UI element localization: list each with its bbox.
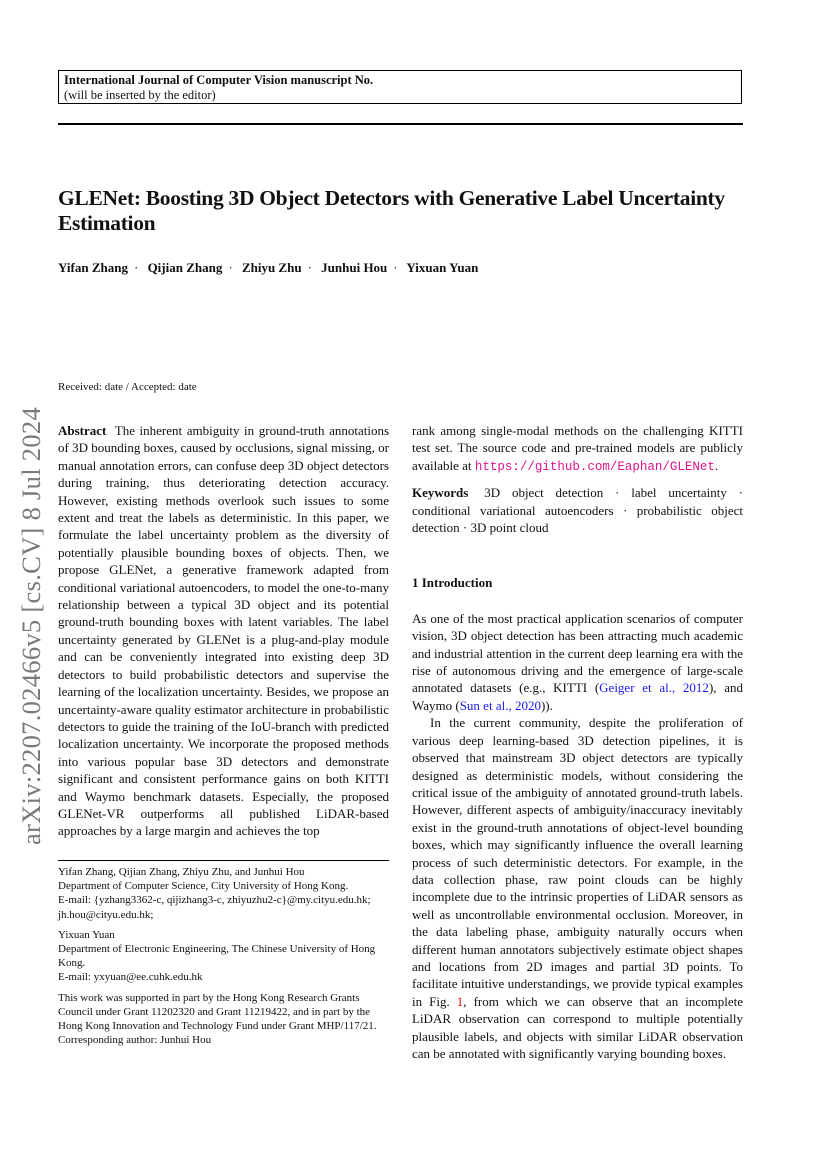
paper-title: GLENet: Boosting 3D Object Detectors with Generative Label Uncertainty Estimation <box>58 186 725 235</box>
paragraph-text: ), and Waymo ( <box>412 680 743 713</box>
right-column <box>412 422 743 1062</box>
author: Qijian Zhang <box>147 260 223 275</box>
affiliation-email: E-mail: yxyuan@ee.cuhk.edu.hk <box>58 971 203 984</box>
corresponding-author: Corresponding author: Junhui Hou <box>58 1034 212 1047</box>
figure-ref-link[interactable]: 1 <box>456 993 464 1009</box>
abstract-label: Abstract <box>58 423 107 438</box>
paragraph-text: In the current community, despite the proliferation of various deep learning-based 3D detection pipelines, it is observed that mainstream 3D object detectors are typically designed as deterministic models, without considering the critical issue of the ambiguity of annotated ground-truth labels. However, different aspects of ambiguity/inaccuracy inevitably exist in the ground-truth annotations of object-level bounding boxes, which may significantly influence the overall learning process of such deterministic detectors. For example, in the data collection phase, raw point clouds can be highly incomplete due to the intrinsic properties of LiDAR sensors as well as uncontrollable environmental occlusion. Moreover, in the data labeling phase, ambiguity naturally occurs when different human annotators subjectively estimate object shapes and locations from 2D images and partial 3D points. To facilitate intuitive understandings, we provide typical examples in Fig. <box>412 715 743 1009</box>
citation-link[interactable]: Sun et al., 2020 <box>459 697 541 713</box>
left-column <box>58 422 389 840</box>
arxiv-watermark: arXiv:2207.02466v5 [cs.CV] 8 Jul 2024 <box>16 406 46 845</box>
affiliation-2 <box>58 928 390 985</box>
author: Junhui Hou <box>321 260 388 275</box>
paragraph-text: )). <box>540 697 553 713</box>
footnotes <box>58 865 390 1053</box>
abstract-text: The inherent ambiguity in ground-truth annotations of 3D bounding boxes, caused by occlusions, signal missing, or manual annotation errors, can confuse deep 3D object detectors during training, thus deteriorating detection accuracy. However, existing methods overlook such issues to some extent and treat the labels as deterministic. In this paper, we formulate the label uncertainty problem as the diversity of potentially plausible bounding boxes of objects. Then, we propose GLENet, a generative framework adapted from conditional variational autoencoders, to model the one-to-many relationship between a typical 3D object and its potential ground-truth bounding boxes with latent variables. The label uncertainty generated by GLENet is a plug-and-play module and can be conveniently integrated into existing deep 3D detectors to build probabilistic detectors and supervise the learning of the localization uncertainty. Besides, we propose an uncertainty-aware quality estimator architecture in probabilistic detectors to guide the training of the IoU-branch with predicted localization uncertainty. We incorporate the proposed methods into various popular base 3D detectors and demonstrate significant and consistent performance gains on both KITTI and Waymo benchmark datasets. Especially, the proposed GLENet-VR outperforms all published LiDAR-based approaches by a large margin and achieves the top <box>58 423 390 839</box>
author-list <box>58 260 758 276</box>
received-date: Received: date / Accepted: date <box>58 381 197 393</box>
affiliation-names: Yixuan Yuan <box>58 928 115 941</box>
affiliation-dept: Department of Computer Science, City University of Hong Kong. <box>58 880 349 893</box>
keywords-text: 3D object detection · label uncertainty · conditional variational autoencoders · probabilistic object detection · 3D point cloud <box>412 485 743 536</box>
affiliation-names: Yifan Zhang, Qijian Zhang, Zhiyu Zhu, and Junhui Hou <box>58 866 305 878</box>
journal-note: (will be inserted by the editor) <box>64 88 216 102</box>
author-separator: · <box>228 260 233 275</box>
code-url-link[interactable]: https://github.com/Eaphan/GLENet <box>474 459 715 474</box>
abstract <box>58 422 389 840</box>
paragraph-text: As one of the most practical application scenarios of computer vision, 3D object detection has been attracting much academic and industrial attention in the current deep learning era with the rise of autonomous driving and the emergence of large-scale annotated datasets (e.g., KITTI ( <box>412 610 743 696</box>
author: Yixuan Yuan <box>406 260 479 275</box>
affiliation-email: E-mail: {yzhang3362-c, qijizhang3-c, zhiyuzhu2-c}@my.cityu.edu.hk; jh.hou@cityu.edu.hk; <box>58 894 371 921</box>
author-separator: · <box>133 260 139 275</box>
citation-link[interactable]: Geiger et al., 2012 <box>599 680 709 696</box>
author-separator: · <box>393 260 398 275</box>
keywords <box>412 484 743 536</box>
funding-note <box>58 991 390 1048</box>
intro-paragraph-1 <box>412 610 743 714</box>
abstract-continued <box>412 422 743 476</box>
intro-paragraph-2 <box>412 714 743 1062</box>
abstract-text: rank among single-modal methods on the challenging KITTI test set. The source code and pre-trained models are publicly available at <box>412 423 743 473</box>
journal-name: International Journal of Computer Vision manuscript No. <box>64 73 374 87</box>
journal-header-box <box>58 70 742 104</box>
affiliation-dept: Department of Electronic Engineering, The Chinese University of Hong Kong. <box>58 943 376 970</box>
header-rule <box>58 123 743 125</box>
author: Zhiyu Zhu <box>241 260 302 275</box>
affiliation-1 <box>58 865 390 922</box>
author-separator: · <box>307 260 312 275</box>
punctuation: . <box>714 457 719 473</box>
funding-text: This work was supported in part by the Hong Kong Research Grants Council under Grant 11202320 and Grant 11219422, and in part by the Hong Kong Innovation and Technology Fund under Grant MHP/117/21. <box>58 991 377 1033</box>
paragraph-text: , from which we can observe that an incomplete LiDAR observation can correspond to multiple potentially plausible labels, and objects with similar LiDAR observation can be annotated with significantly varying bounding boxes. <box>412 993 743 1061</box>
footnote-rule <box>58 860 389 861</box>
keywords-label: Keywords <box>412 485 469 501</box>
author: Yifan Zhang <box>58 260 128 275</box>
section-heading-introduction: 1 Introduction <box>412 575 493 591</box>
